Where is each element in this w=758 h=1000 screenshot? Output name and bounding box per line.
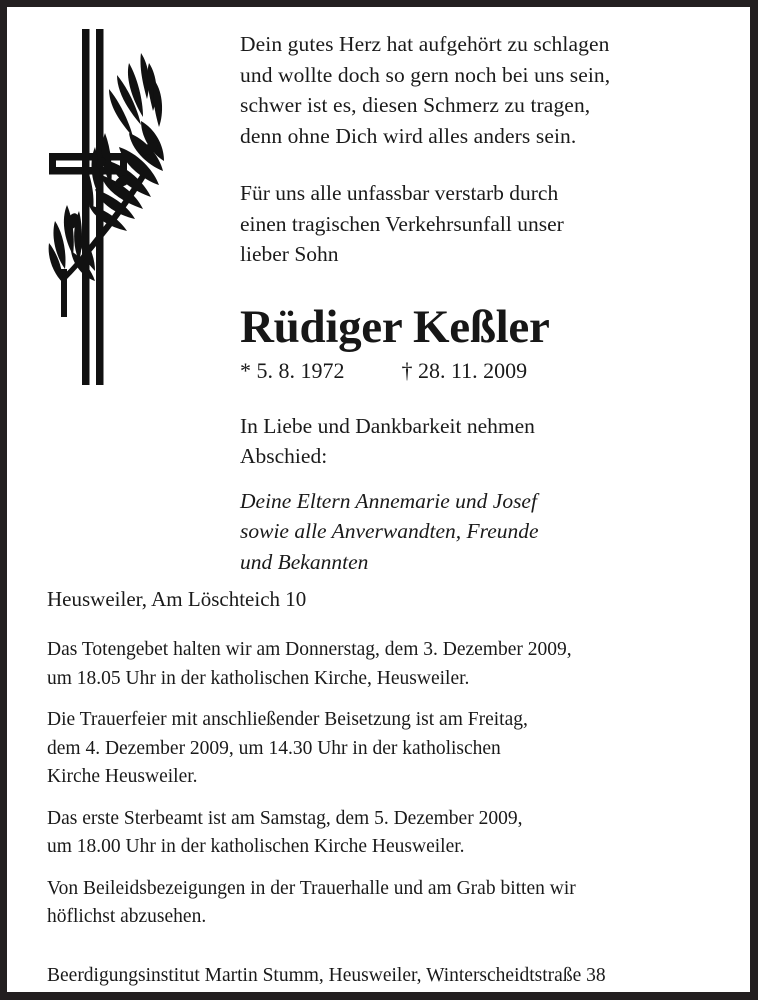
family-line: und Bekannten <box>240 549 369 574</box>
life-dates <box>240 357 732 384</box>
verse-line: schwer ist es, diesen Schmerz zu tragen, <box>240 93 591 117</box>
notice-funeral-service <box>47 706 730 792</box>
farewell-line: In Liebe und Dankbarkeit nehmen <box>240 413 535 438</box>
notice-line: dem 4. Dezember 2009, um 14.30 Uhr in der katholischen <box>47 737 501 759</box>
birth-date: 5. 8. 1972 <box>256 357 345 383</box>
death-date: 28. 11. 2009 <box>418 357 528 383</box>
notice-first-mass <box>47 805 730 862</box>
family-survivors <box>240 486 732 578</box>
verse-line: und wollte doch so gern noch bei uns sein, <box>240 62 611 87</box>
notice-line: Die Trauerfeier mit anschließender Beisetzung ist am Freitag, <box>47 709 528 730</box>
family-line: sowie alle Anverwandten, Freunde <box>240 519 539 543</box>
notice-line: um 18.00 Uhr in der katholischen Kirche Heusweiler. <box>47 836 465 857</box>
notice-line: Das Totengebet halten wir am Donnerstag, dem 3. Dezember 2009, <box>47 639 572 660</box>
deceased-name: Rüdiger Keßler <box>240 300 550 353</box>
notice-condolences <box>47 875 730 932</box>
memorial-verse <box>240 29 732 151</box>
notice-prayer <box>47 636 730 693</box>
notice-line: Kirche Heusweiler. <box>47 766 198 787</box>
upper-text-column <box>240 29 732 577</box>
family-address: Heusweiler, Am Löschteich 10 <box>47 587 307 611</box>
notice-line: um 18.05 Uhr in der katholischen Kirche, Heusweiler. <box>47 667 470 689</box>
funeral-institute: Beerdigungsinstitut Martin Stumm, Heusweiler, Winterscheidtstraße 38 <box>47 964 606 986</box>
farewell-text <box>240 411 732 472</box>
notice-line: Das erste Sterbeamt ist am Samstag, dem 5. Dezember 2009, <box>47 807 523 829</box>
announcement-line: Für uns alle unfassbar verstarb durch <box>240 181 559 205</box>
announcement-line: einen tragischen Verkehrsunfall unser <box>240 211 564 236</box>
notice-line: Von Beileidsbezeigungen in der Trauerhalle und am Grab bitten wir <box>47 877 576 899</box>
verse-line: Dein gutes Herz hat aufgehört zu schlagen <box>240 32 610 56</box>
lower-section <box>47 585 730 990</box>
death-symbol: † <box>401 357 413 383</box>
cross-with-palm-branch-icon <box>45 29 165 409</box>
family-line: Deine Eltern Annemarie und Josef <box>240 488 537 513</box>
verse-line: denn ohne Dich wird alles anders sein. <box>240 123 577 148</box>
birth-symbol: * <box>240 357 251 383</box>
announcement-text <box>240 178 732 270</box>
upper-section <box>7 7 750 574</box>
farewell-line: Abschied: <box>240 444 328 468</box>
notice-line: höflichst abzusehen. <box>47 906 207 927</box>
obituary-sheet <box>7 7 750 992</box>
announcement-line: lieber Sohn <box>240 242 339 266</box>
